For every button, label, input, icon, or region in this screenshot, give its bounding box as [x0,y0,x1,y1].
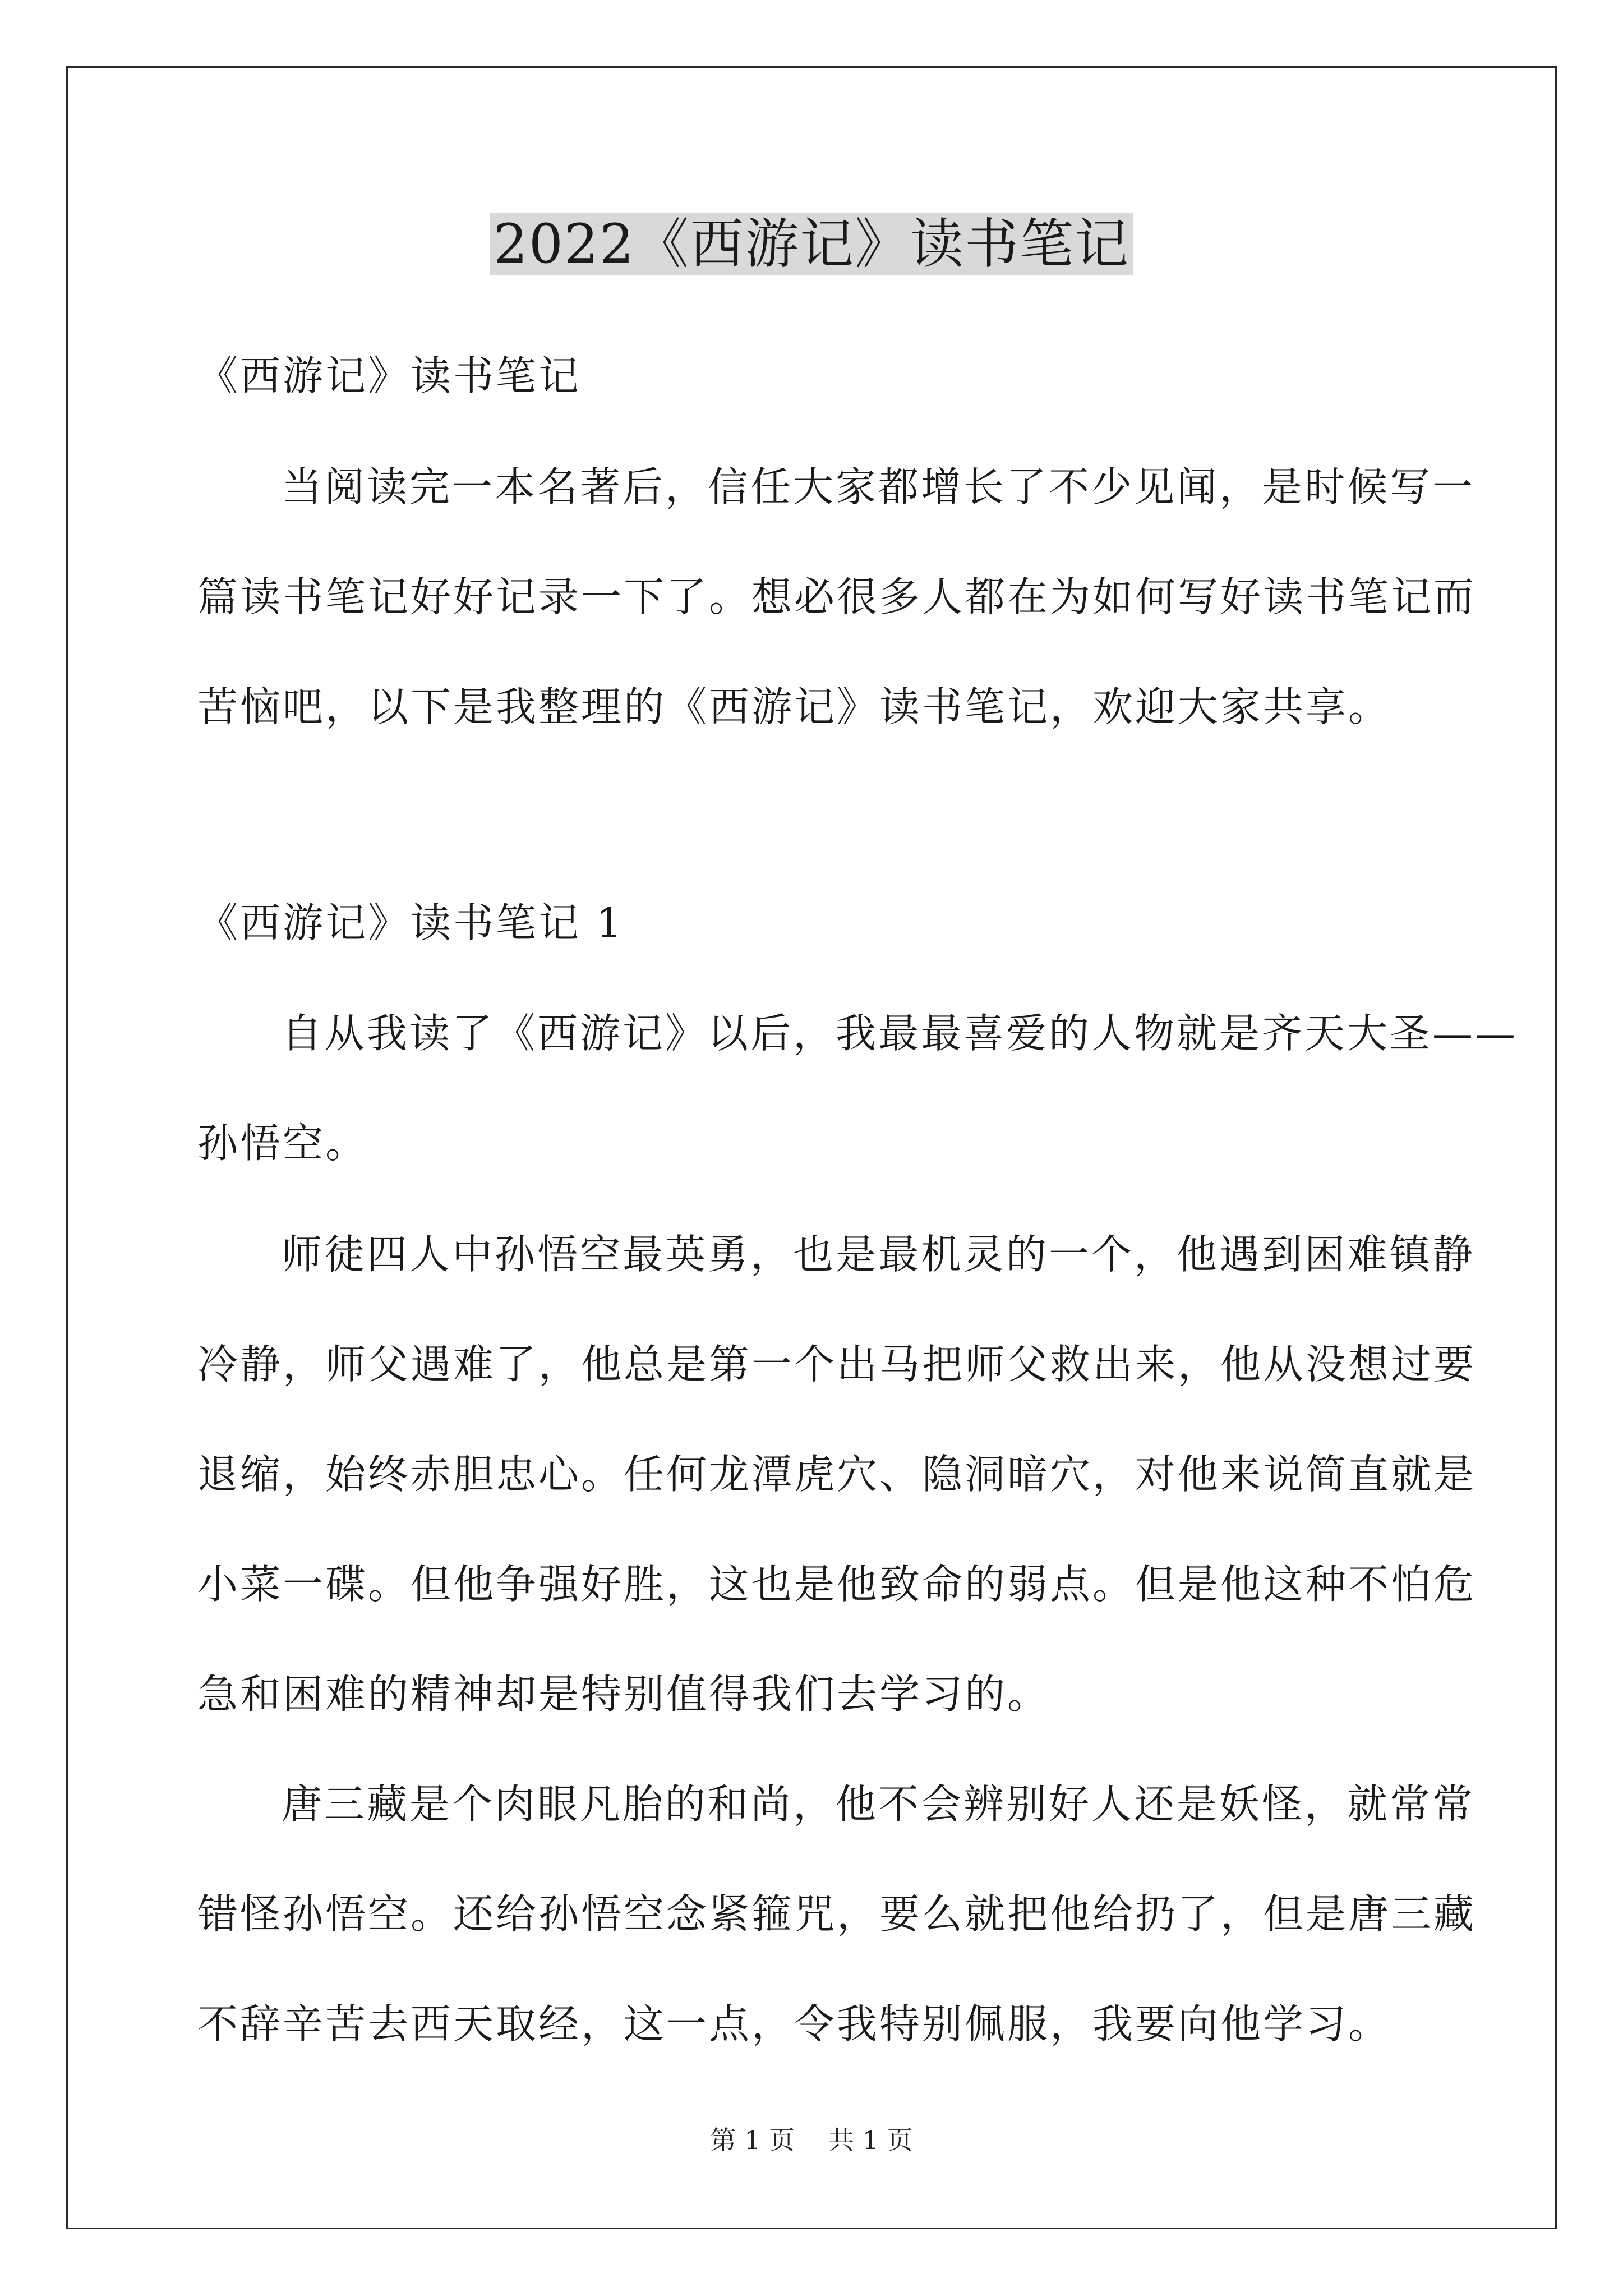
paragraph-line: 急和困难的精神却是特别值得我们去学习的。 [197,1671,1050,1718]
page-number: 第 1 页 [710,2125,795,2155]
paragraph-line: 唐三藏是个肉眼凡胎的和尚，他不会辨别好人还是妖怪，就常常 [282,1780,1476,1828]
page-footer [0,2123,1623,2157]
section-heading: 《西游记》读书笔记 1 [197,899,624,946]
paragraph-line: 小菜一碟。但他争强好胜，这也是他致命的弱点。但是他这种不怕危 [197,1561,1477,1608]
page-total: 共 1 页 [828,2125,913,2155]
intro-line: 篇读书笔记好好记录一下了。想必很多人都在为如何写好读书笔记而 [197,573,1477,620]
intro-line: 苦恼吧，以下是我整理的《西游记》读书笔记，欢迎大家共享。 [197,683,1391,730]
document-title-text: 2022《西游记》读书笔记 [490,213,1133,275]
paragraph-line: 错怪孙悟空。还给孙悟空念紧箍咒，要么就把他给扔了，但是唐三藏 [197,1890,1477,1938]
paragraph-line: 自从我读了《西游记》以后，我最最喜爱的人物就是齐天大圣—— [282,1010,1518,1057]
paragraph-line: 冷静，师父遇难了，他总是第一个出马把师父救出来，他从没想过要 [197,1341,1477,1388]
subtitle: 《西游记》读书笔记 [197,352,582,399]
paragraph-line: 孙悟空。 [197,1120,368,1167]
paragraph-line: 师徒四人中孙悟空最英勇，也是最机灵的一个，他遇到困难镇静 [282,1231,1476,1278]
intro-line: 当阅读完一本名著后，信任大家都增长了不少见闻，是时候写一 [282,463,1476,510]
paragraph-line: 退缩，始终赤胆忠心。任何龙潭虎穴、隐洞暗穴，对他来说简直就是 [197,1451,1477,1498]
paragraph-line: 不辞辛苦去西天取经，这一点，令我特别佩服，我要向他学习。 [197,2000,1391,2047]
document-title [0,208,1623,280]
